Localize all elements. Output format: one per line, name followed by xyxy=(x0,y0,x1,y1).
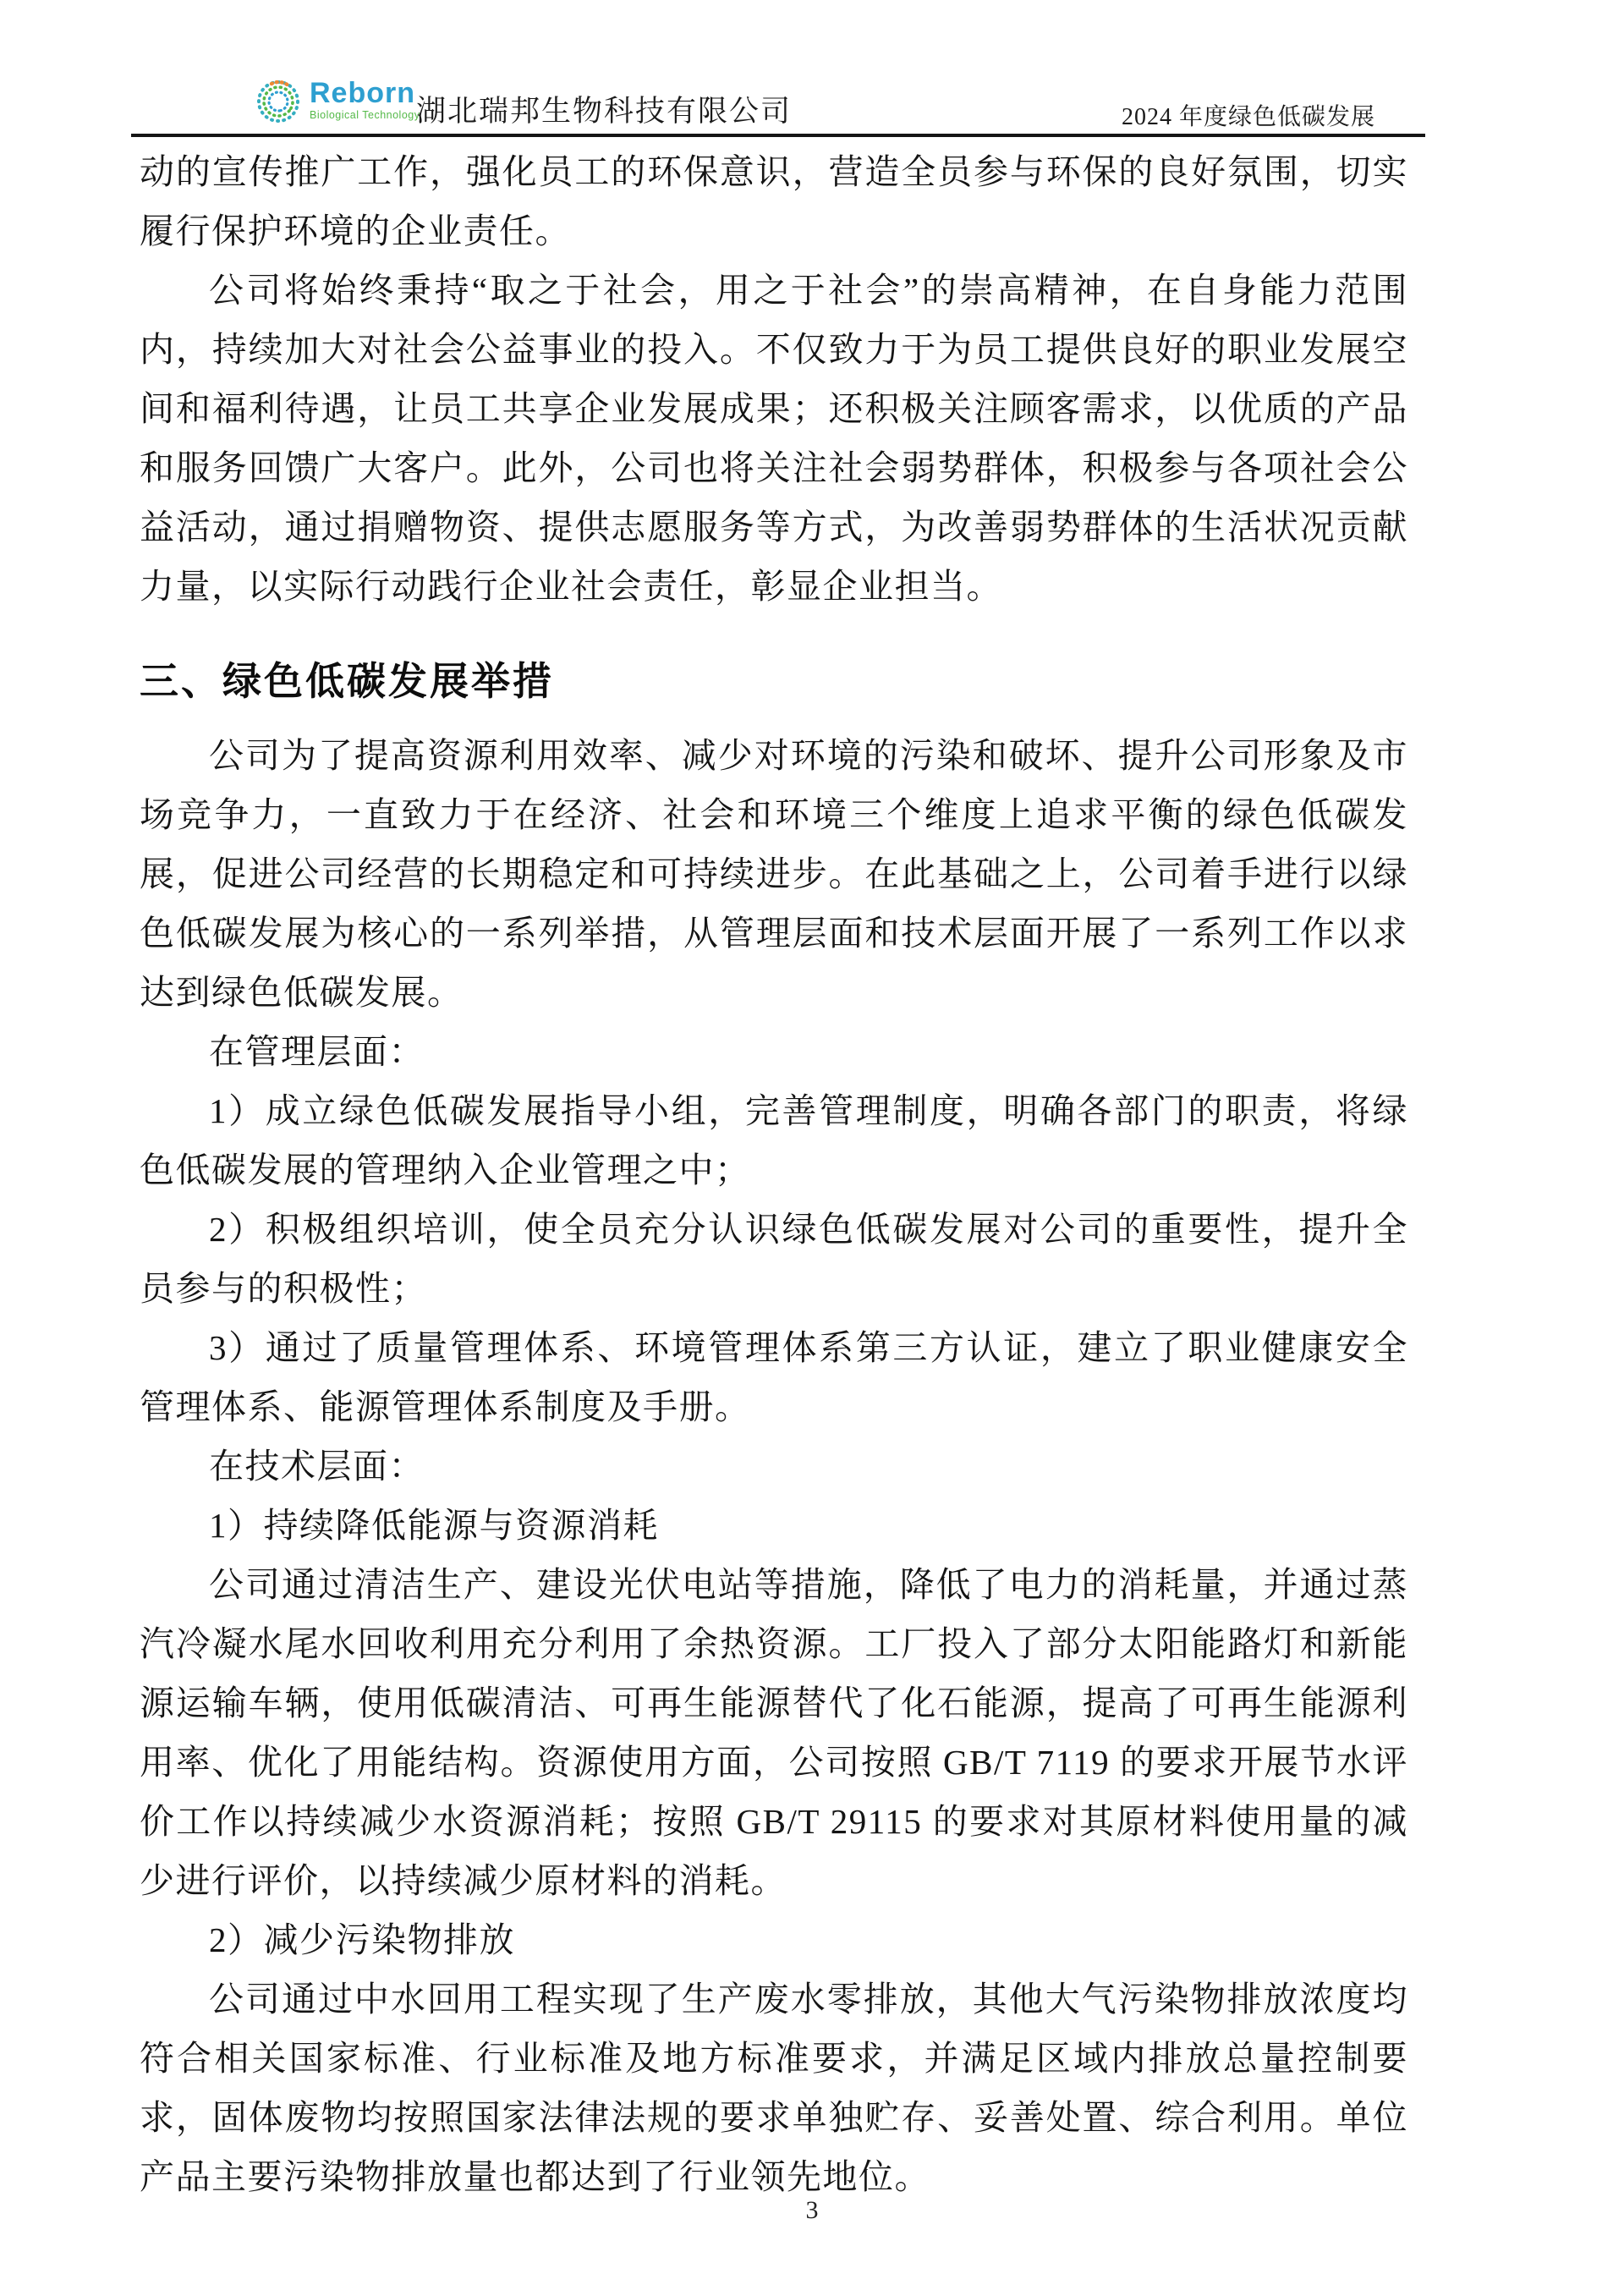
company-name: 湖北瑞邦生物科技有限公司 xyxy=(416,95,793,128)
paragraph: 在管理层面： xyxy=(209,1032,425,1071)
paragraph: 动的宣传推广工作，强化员工的环保意识，营造全员参与环保的良好氛围，切实履行保护环境的企业责任。 xyxy=(140,152,1408,250)
paragraph: 公司将始终秉持“取之于社会，用之于社会”的崇高精神，在自身能力范围内，持续加大对社会公益事业的投入。不仅致力于为员工提供良好的职业发展空间和福利待遇，让员工共享企业发展成果；还积极关注顾客需求，以优质的产品和服务回馈广大客户。此外，公司也将关注社会弱势群体，积极参与各项社会公益活动，通过捐赠物资、提供志愿服务等方式，为改善弱势群体的生活状况贡献力量，以实际行动践行企业社会责任，彰显企业担当。 xyxy=(140,271,1408,606)
page-number: 3 xyxy=(805,2196,819,2224)
header-rule xyxy=(131,134,1425,137)
paragraph: 1）成立绿色低碳发展指导小组，完善管理制度，明确各部门的职责，将绿色低碳发展的管理纳入企业管理之中； xyxy=(140,1091,1408,1189)
document-body xyxy=(140,142,1408,2206)
paragraph: 在技术层面： xyxy=(209,1447,425,1486)
paragraph: 公司为了提高资源利用效率、减少对环境的污染和破坏、提升公司形象及市场竞争力，一直致力于在经济、社会和环境三个维度上追求平衡的绿色低碳发展，促进公司经营的长期稳定和可持续进步。在此基础之上，公司着手进行以绿色低碳发展为核心的一系列举措，从管理层面和技术层面开展了一系列工作以求达到绿色低碳发展。 xyxy=(140,736,1408,1012)
report-title: 2024 年度绿色低碳发展 xyxy=(1122,104,1376,130)
logo-tagline-text: Biological Technology xyxy=(310,109,420,122)
paragraph: 公司通过清洁生产、建设光伏电站等措施，降低了电力的消耗量，并通过蒸汽冷凝水尾水回收利用充分利用了余热资源。工厂投入了部分太阳能路灯和新能源运输车辆，使用低碳清洁、可再生能源替代了化石能源，提高了可再生能源利用率、优化了用能结构。资源使用方面，公司按照 GB/T 7119 的要求开展节水评价工作以持续减少水资源消耗；按照 GB/T 29115 的要求对其原材料使用量的减少进行评价，以持续减少原材料的消耗。 xyxy=(140,1565,1408,1900)
paragraph: 3）通过了质量管理体系、环境管理体系第三方认证，建立了职业健康安全管理体系、能源管理体系制度及手册。 xyxy=(140,1328,1408,1426)
company-logo xyxy=(254,73,420,127)
page-footer xyxy=(0,2196,1624,2225)
paragraph: 1）持续降低能源与资源消耗 xyxy=(209,1506,659,1545)
paragraph: 2）减少污染物排放 xyxy=(209,1920,515,1959)
paragraph: 2）积极组织培训，使全员充分认识绿色低碳发展对公司的重要性，提升全员参与的积极性； xyxy=(140,1210,1408,1308)
logo-brand-text: Reborn xyxy=(310,77,415,110)
logo-text xyxy=(310,79,420,121)
section-heading: 三、绿色低碳发展举措 xyxy=(140,659,554,703)
paragraph: 公司通过中水回用工程实现了生产废水零排放，其他大气污染物排放浓度均符合相关国家标准、行业标准及地方标准要求，并满足区域内排放总量控制要求，固体废物均按照国家法律法规的要求单独贮存、妥善处置、综合利用。单位产品主要污染物排放量也都达到了行业领先地位。 xyxy=(140,1980,1408,2196)
reborn-swirl-icon xyxy=(254,73,303,127)
